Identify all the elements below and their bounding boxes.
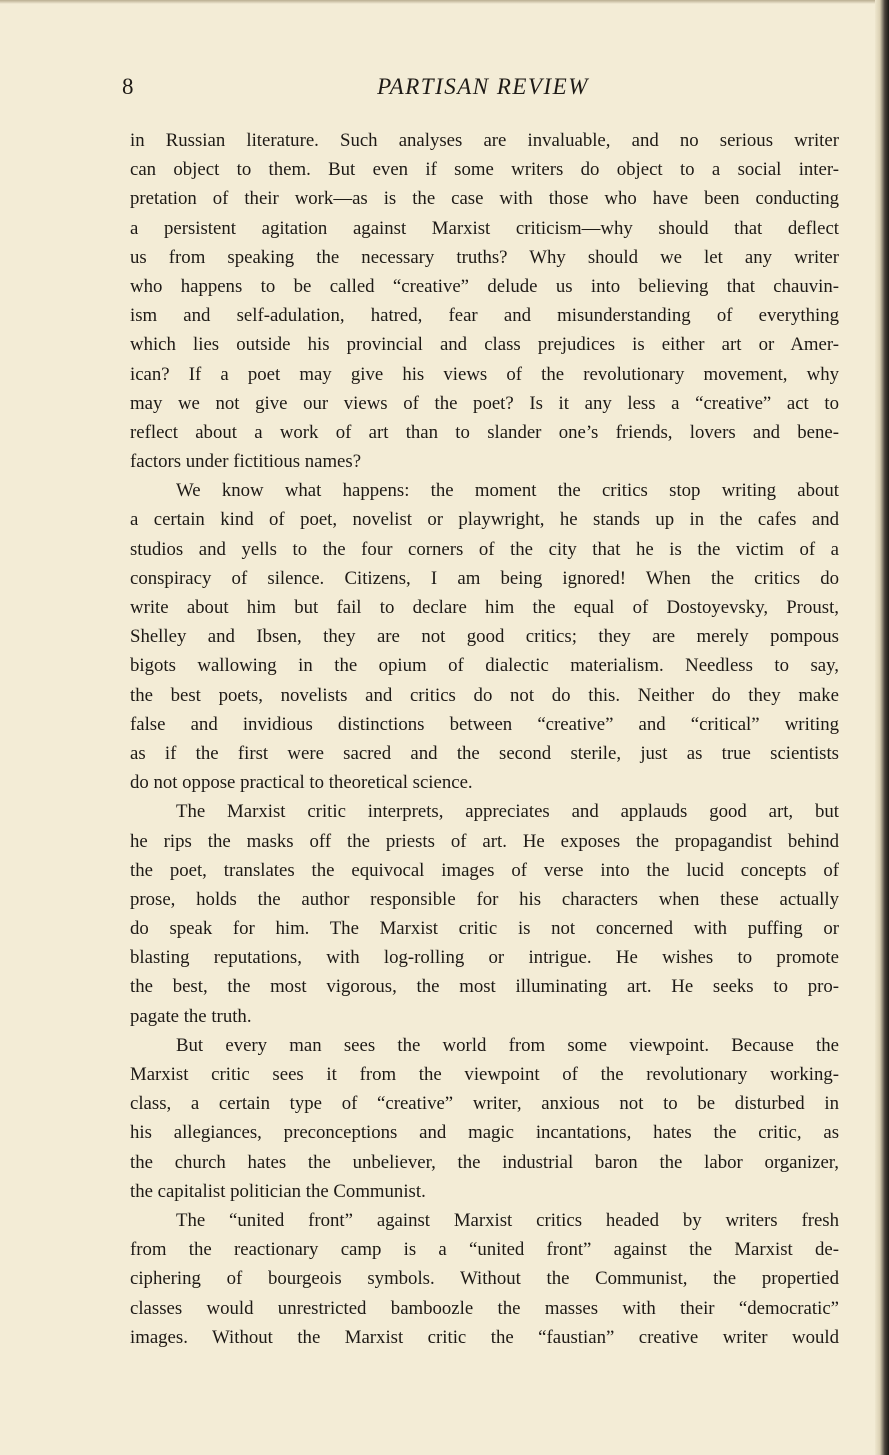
text-line: But every man sees the world from some viewpoint. Because the: [176, 1034, 839, 1056]
body-text: [130, 126, 839, 1352]
text-line: Marxist critic sees it from the viewpoint of the revolutionary working-: [130, 1064, 839, 1085]
text-line: ism and self-adulation, hatred, fear and misunderstanding of everything: [130, 305, 839, 327]
text-line: do speak for him. The Marxist critic is not concerned with puffing or: [130, 918, 839, 940]
text-line: the capitalist politician the Communist.: [130, 1180, 426, 1202]
text-line: a persistent agitation against Marxist criticism—why should that deflect: [130, 217, 839, 239]
text-line: may we not give our views of the poet? Is it any less a “creative” act to: [130, 392, 839, 414]
text-line: studios and yells to the four corners of the city that he is the victim of a: [130, 538, 839, 560]
text-line: bigots wallowing in the opium of dialectic materialism. Needless to say,: [130, 655, 839, 677]
text-line: pretation of their work—as is the case with those who have been conducting: [130, 188, 839, 210]
running-head: PARTISAN REVIEW: [377, 74, 589, 99]
text-line: from the reactionary camp is a “united front” against the Marxist de-: [130, 1239, 839, 1261]
text-line: the best, the most vigorous, the most illuminating art. He seeks to pro-: [130, 976, 839, 998]
page-binding-edge: [875, 0, 889, 1455]
text-line: the poet, translates the equivocal images of verse into the lucid concepts of: [130, 859, 839, 881]
text-line: Shelley and Ibsen, they are not good critics; they are merely pompous: [130, 626, 839, 648]
text-line: ciphering of bourgeois symbols. Without the Communist, the propertied: [130, 1268, 839, 1290]
text-line: class, a certain type of “creative” writer, anxious not to be disturbed in: [130, 1093, 839, 1115]
text-line: the church hates the unbeliever, the industrial baron the labor organizer,: [130, 1151, 839, 1173]
text-line: he rips the masks off the priests of art. He exposes the propagandist behind: [130, 830, 839, 852]
text-line: us from speaking the necessary truths? Why should we let any writer: [130, 246, 839, 268]
text-line: can object to them. But even if some writers do object to a social inter-: [130, 159, 839, 181]
text-line: which lies outside his provincial and class prejudices is either art or Amer-: [130, 334, 839, 356]
text-line: false and invidious distinctions between “creative” and “critical” writing: [130, 713, 839, 735]
text-line: a certain kind of poet, novelist or playwright, he stands up in the cafes and: [130, 509, 839, 531]
text-line: The “united front” against Marxist critics headed by writers fresh: [176, 1209, 839, 1231]
text-line: conspiracy of silence. Citizens, I am being ignored! When the critics do: [130, 567, 839, 589]
page-header: [122, 74, 844, 108]
page-top-shadow: [0, 0, 889, 4]
text-line: blasting reputations, with log-rolling or intrigue. He wishes to promote: [130, 947, 839, 969]
text-line: We know what happens: the moment the critics stop writing about: [176, 480, 839, 502]
page-number: 8: [122, 74, 134, 99]
text-line: his allegiances, preconceptions and magic incantations, hates the critic, as: [130, 1122, 839, 1144]
text-line: images. Without the Marxist critic the “faustian” creative writer would: [130, 1326, 839, 1348]
text-line: factors under fictitious names?: [130, 451, 362, 473]
text-line: write about him but fail to declare him the equal of Dostoyevsky, Proust,: [130, 597, 839, 618]
text-line: ican? If a poet may give his views of the revolutionary movement, why: [130, 363, 839, 385]
text-line: prose, holds the author responsible for his characters when these actually: [130, 888, 839, 910]
text-line: who happens to be called “creative” delude us into believing that chauvin-: [130, 275, 839, 297]
text-line: in Russian literature. Such analyses are invaluable, and no serious writer: [130, 130, 839, 151]
text-line: reflect about a work of art than to slander one’s friends, lovers and bene-: [130, 421, 839, 443]
text-line: The Marxist critic interprets, appreciates and applauds good art, but: [176, 801, 839, 823]
text-line: do not oppose practical to theoretical science.: [130, 772, 473, 794]
text-line: pagate the truth.: [130, 1005, 252, 1027]
text-line: the best poets, novelists and critics do not do this. Neither do they make: [130, 684, 839, 706]
text-line: as if the first were sacred and the second sterile, just as true scientists: [130, 742, 839, 764]
text-line: classes would unrestricted bamboozle the masses with their “democratic”: [130, 1297, 839, 1319]
